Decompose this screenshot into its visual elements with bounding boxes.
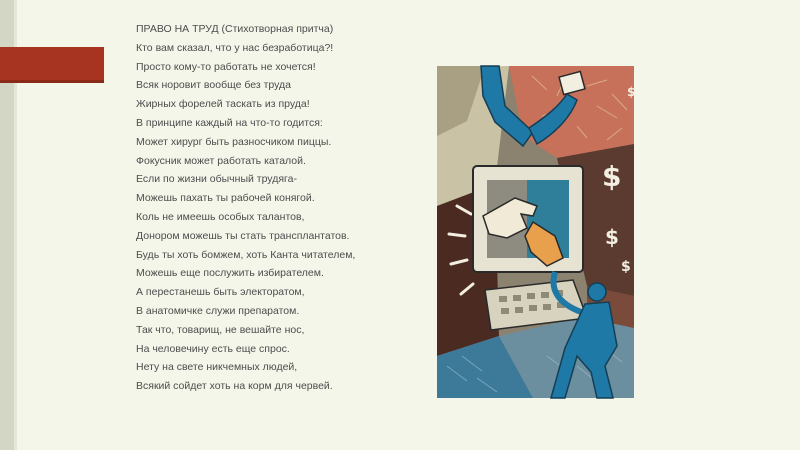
svg-text:$: $ xyxy=(621,259,631,275)
poem-line: А перестанешь быть электоратом, xyxy=(136,286,305,299)
poem-line: Можешь еще послужить избирателем. xyxy=(136,267,324,280)
accent-bar xyxy=(0,47,104,80)
poem-line: Если по жизни обычный трудяга- xyxy=(136,173,297,186)
svg-text:$: $ xyxy=(605,225,619,249)
poem-line: Всяк норовит вообще без труда xyxy=(136,79,292,92)
poem-line: На человечину есть еще спрос. xyxy=(136,342,290,355)
poem-title: ПРАВО НА ТРУД (Стихотворная притча) xyxy=(136,23,334,35)
blue-figure-head xyxy=(588,283,606,301)
svg-text:$: $ xyxy=(627,85,636,99)
poem-line: Можешь пахать ты рабочей конягой. xyxy=(136,192,315,205)
svg-text:$: $ xyxy=(602,160,622,193)
poem-line: Может хирург быть разносчиком пиццы. xyxy=(136,135,332,148)
poem-line: Будь ты хоть бомжем, хоть Канта читателем, xyxy=(136,248,356,261)
poem-line: В анатомичке служи препаратом. xyxy=(136,304,300,317)
computer-hands-money-illustration-icon xyxy=(437,66,634,398)
poem-line: Кто вам сказал, что у нас безработица?! xyxy=(136,41,334,54)
accent-bar-shadow xyxy=(0,80,104,83)
poem-text xyxy=(136,20,426,396)
poem-line: Нету на свете никчемных людей, xyxy=(136,361,298,374)
poem-line: Коль не имеешь особых талантов, xyxy=(136,210,305,223)
poem-line: Так что, товарищ, не вешайте нос, xyxy=(136,323,305,336)
poem-line: В принципе каждый на что-то годится: xyxy=(136,116,323,129)
poem-line: Фокусник может работать каталой. xyxy=(136,154,306,167)
poem-line: Просто кому-то работать не хочется! xyxy=(136,60,316,73)
poem-line: Донором можешь ты стать трансплантатов. xyxy=(136,229,350,242)
poem-line: Всякий сойдет хоть на корм для червей. xyxy=(136,380,333,393)
poem-line: Жирных форелей таскать из пруда! xyxy=(136,98,310,111)
